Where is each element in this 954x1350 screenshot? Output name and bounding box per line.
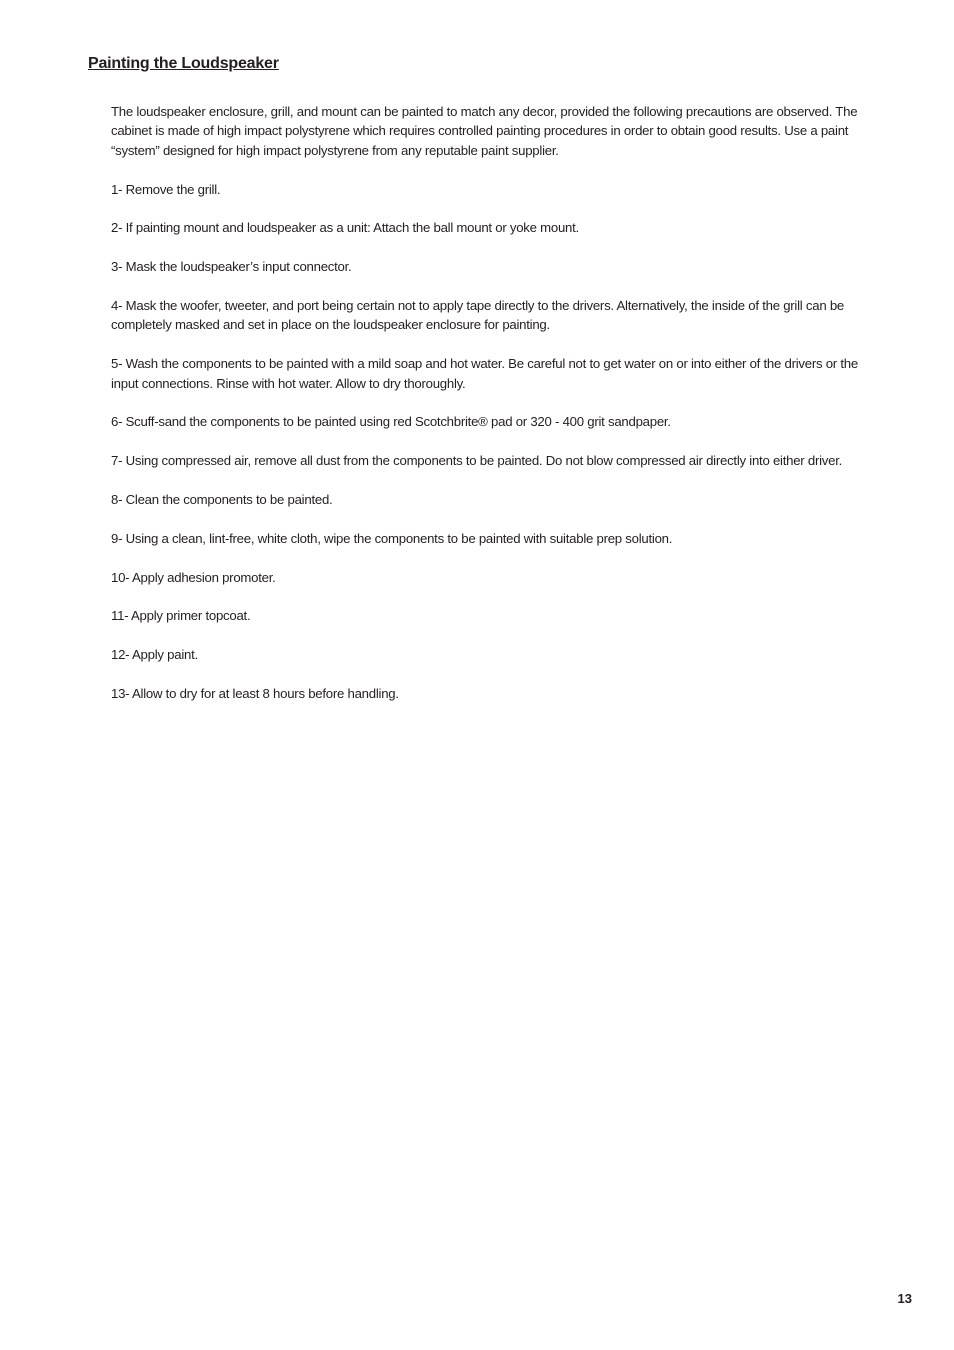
step-7: 7- Using compressed air, remove all dust from the components to be painted. Do not blow compressed air directly into either driver.	[111, 453, 843, 469]
step-8: 8- Clean the components to be painted.	[111, 492, 333, 507]
step-3: 3- Mask the loudspeaker’s input connector.	[111, 259, 352, 275]
step-4: 4- Mask the woofer, tweeter, and port being certain not to apply tape directly to the drivers. Alternatively, the inside of the grill can be completely masked and set in place on the loudspeaker enclosure for painting.	[111, 298, 844, 333]
step-5: 5- Wash the components to be painted with a mild soap and hot water. Be careful not to get water on or into either of the drivers or the input connections. Rinse with hot water. Allow to dry thoroughly.	[111, 356, 858, 391]
step-2: 2- If painting mount and loudspeaker as a unit: Attach the ball mount or yoke mount.	[111, 220, 579, 236]
body-text	[111, 102, 881, 723]
step-6: 6- Scuff-sand the components to be painted using red Scotchbrite® pad or 320 - 400 grit sandpaper.	[111, 414, 671, 430]
intro-paragraph: The loudspeaker enclosure, grill, and mount can be painted to match any decor, provided the following precautions are observed. The cabinet is made of high impact polystyrene which requires controlled painting procedures in order to obtain good results. Use a paint “system” designed for high impact polystyrene from any reputable paint supplier.	[111, 104, 858, 158]
step-1: 1- Remove the grill.	[111, 181, 221, 197]
step-13: 13- Allow to dry for at least 8 hours before handling.	[111, 685, 399, 701]
section-title: Painting the Loudspeaker	[88, 55, 279, 72]
step-11: 11- Apply primer topcoat.	[111, 608, 251, 624]
page-number: 13	[897, 1291, 912, 1306]
step-12: 12- Apply paint.	[111, 647, 198, 663]
step-9: 9- Using a clean, lint-free, white cloth, wipe the components to be painted with suitable prep solution.	[111, 530, 673, 546]
step-10: 10- Apply adhesion promoter.	[111, 569, 276, 585]
